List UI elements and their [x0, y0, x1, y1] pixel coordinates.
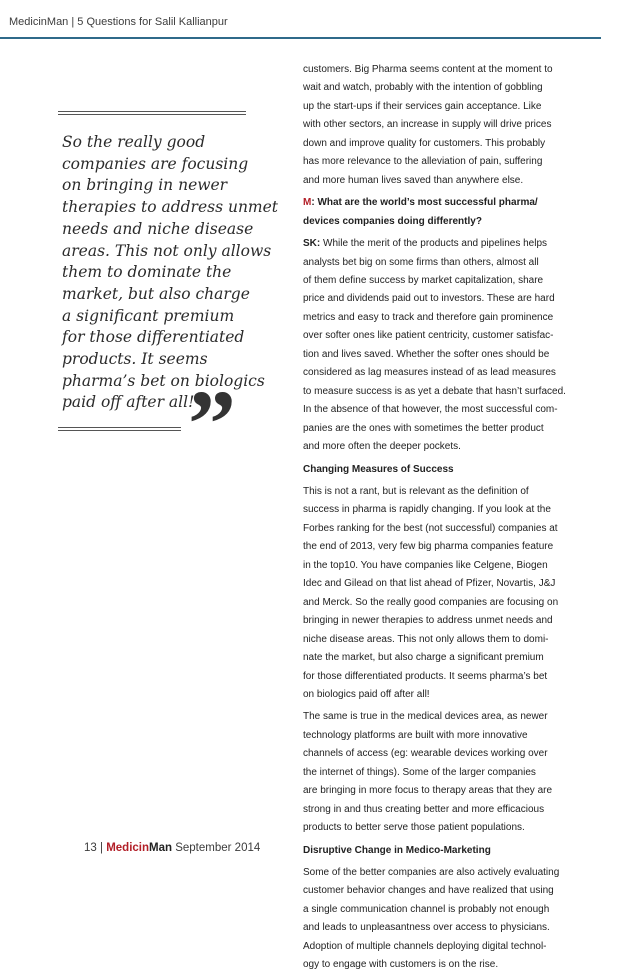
- text-line: panies are the ones with sometimes the better product: [303, 422, 544, 434]
- text-line: metrics and easy to track and therefore gain prominence: [303, 311, 554, 323]
- article-column: [303, 61, 593, 979]
- text-line: and more human lives saved than anywhere else.: [303, 174, 524, 186]
- text-line: and leads to unpleasantness over access to physicians.: [303, 922, 550, 934]
- pull-quote-top-rule: [58, 111, 246, 115]
- brand-name-part: Man: [149, 842, 173, 854]
- pull-quote-line: paid off after all!: [62, 393, 195, 412]
- pull-quote-line: therapies to address unmet: [62, 198, 279, 217]
- footer-separator: |: [100, 842, 103, 854]
- pull-quote-line: on bringing in newer: [62, 176, 228, 195]
- section-heading: Disruptive Change in Medico-Marketing: [303, 844, 491, 856]
- text-line: wait and watch, probably with the intention of gobbling: [303, 82, 543, 94]
- text-line: down and improve quality for customers. This probably: [303, 137, 546, 149]
- pull-quote-line: So the really good: [62, 133, 206, 151]
- question-text: : What are the world’s most successful pharma/: [311, 197, 538, 209]
- text-line: price and dividends paid out to investors. These are hard: [303, 293, 555, 305]
- text-line: Forbes ranking for the best (not successful) companies at: [303, 522, 558, 534]
- section-heading: Changing Measures of Success: [303, 463, 454, 475]
- paragraph: [303, 235, 593, 456]
- pull-quote-line: products. It seems: [62, 350, 208, 369]
- text-line: a single communication channel is probably not enough: [303, 903, 550, 915]
- text-line: Idec and Gilead on that list ahead of Pfizer, Novartis, J&J: [303, 578, 556, 590]
- question-line: devices companies doing differently?: [303, 215, 482, 227]
- speaker-label: SK:: [303, 238, 321, 250]
- text-line: nate the market, but also charge a significant premium: [303, 652, 544, 664]
- pull-quote-line: market, but also charge: [62, 284, 250, 303]
- text-line: channels of access (eg: wearable devices working over: [303, 748, 548, 760]
- text-line: analysts bet big on some firms than others, almost all: [303, 256, 539, 268]
- paragraph: [303, 708, 593, 837]
- text-line: the end of 2013, very few big pharma companies feature: [303, 541, 554, 553]
- text-line: Adoption of multiple channels deploying digital technol-: [303, 940, 547, 952]
- page-footer: [84, 842, 260, 854]
- text-line: niche disease areas. This not only allows them to domi-: [303, 633, 549, 645]
- text-line: up the start-ups if their services gain acceptance. Like: [303, 100, 542, 112]
- pull-quote-line: companies are focusing: [62, 154, 249, 173]
- text-line: for those differentiated products. It seems pharma’s bet: [303, 670, 548, 682]
- page-number: 13: [84, 842, 97, 854]
- text-line: This is not a rant, but is relevant as the definition of: [303, 485, 529, 497]
- pull-quote-line: a significant premium: [62, 306, 235, 325]
- pull-quote-line: needs and niche disease: [62, 219, 254, 238]
- text-line: with other sectors, an increase in supply will drive prices: [303, 119, 552, 131]
- pull-quote-line: pharma’s bet on biologics: [62, 371, 265, 390]
- text-line: customer behavior changes and have realized that using: [303, 885, 554, 897]
- text-line: in the top10. You have companies like Celgene, Biogen: [303, 559, 548, 571]
- text-line: and Merck. So the really good companies are focusing on: [303, 596, 559, 608]
- paragraph: [303, 483, 593, 704]
- text-line: Some of the better companies are also actively evaluating: [303, 867, 560, 879]
- text-line: tion and lives saved. Whether the softer ones should be: [303, 348, 550, 360]
- pull-quote-bottom-rule: [58, 427, 181, 431]
- text-line: In the absence of that however, the most successful com-: [303, 404, 558, 416]
- text-line: bringing in newer therapies to address unmet needs and: [303, 615, 553, 627]
- running-header: MedicinMan | 5 Questions for Salil Kallianpur: [9, 16, 228, 28]
- text-line: ogy to engage with customers is on the rise.: [303, 959, 499, 971]
- paragraph: [303, 864, 593, 975]
- pull-quote-line: them to dominate the: [62, 263, 232, 282]
- issue-date: September 2014: [175, 842, 261, 854]
- text-line: to measure success is as yet a debate that hasn’t surfaced.: [303, 385, 566, 397]
- text-line: of them define success by market capitalization, share: [303, 274, 544, 286]
- text-line: are bringing in more focus to therapy areas that they are: [303, 785, 553, 797]
- text-line: and more often the deeper pockets.: [303, 441, 461, 453]
- interview-question: [303, 194, 593, 231]
- interviewer-initial: M: [303, 197, 312, 209]
- header-rule: [0, 37, 601, 39]
- text-line: products to better serve those patient populations.: [303, 822, 525, 834]
- text-line: considered as lag measures instead of as lead measures: [303, 367, 556, 379]
- text-line: over softer ones like patient centricity, customer satisfac-: [303, 330, 554, 342]
- text-line: [303, 235, 593, 253]
- pull-quote-line: for those differentiated: [62, 328, 245, 347]
- text-line: on biologics paid off after all!: [303, 688, 430, 700]
- answer-text: While the merit of the products and pipelines helps: [320, 238, 548, 250]
- pull-quote-line: areas. This not only allows: [62, 241, 272, 260]
- text-line: customers. Big Pharma seems content at the moment to: [303, 64, 553, 75]
- text-line: technology platforms are built with more innovative: [303, 729, 528, 741]
- text-line: strong in and thus creating better and more efficacious: [303, 803, 545, 815]
- closing-quote-icon: ”: [188, 370, 232, 477]
- brand-name-part: Medicin: [106, 842, 150, 854]
- text-line: The same is true in the medical devices area, as newer: [303, 711, 548, 723]
- text-line: has more relevance to the alleviation of pain, suffering: [303, 156, 543, 168]
- question-line: [303, 194, 593, 212]
- paragraph: [303, 61, 593, 190]
- text-line: the internet of things). Some of the larger companies: [303, 766, 536, 778]
- text-line: success in pharma is rapidly changing. If you look at the: [303, 504, 551, 516]
